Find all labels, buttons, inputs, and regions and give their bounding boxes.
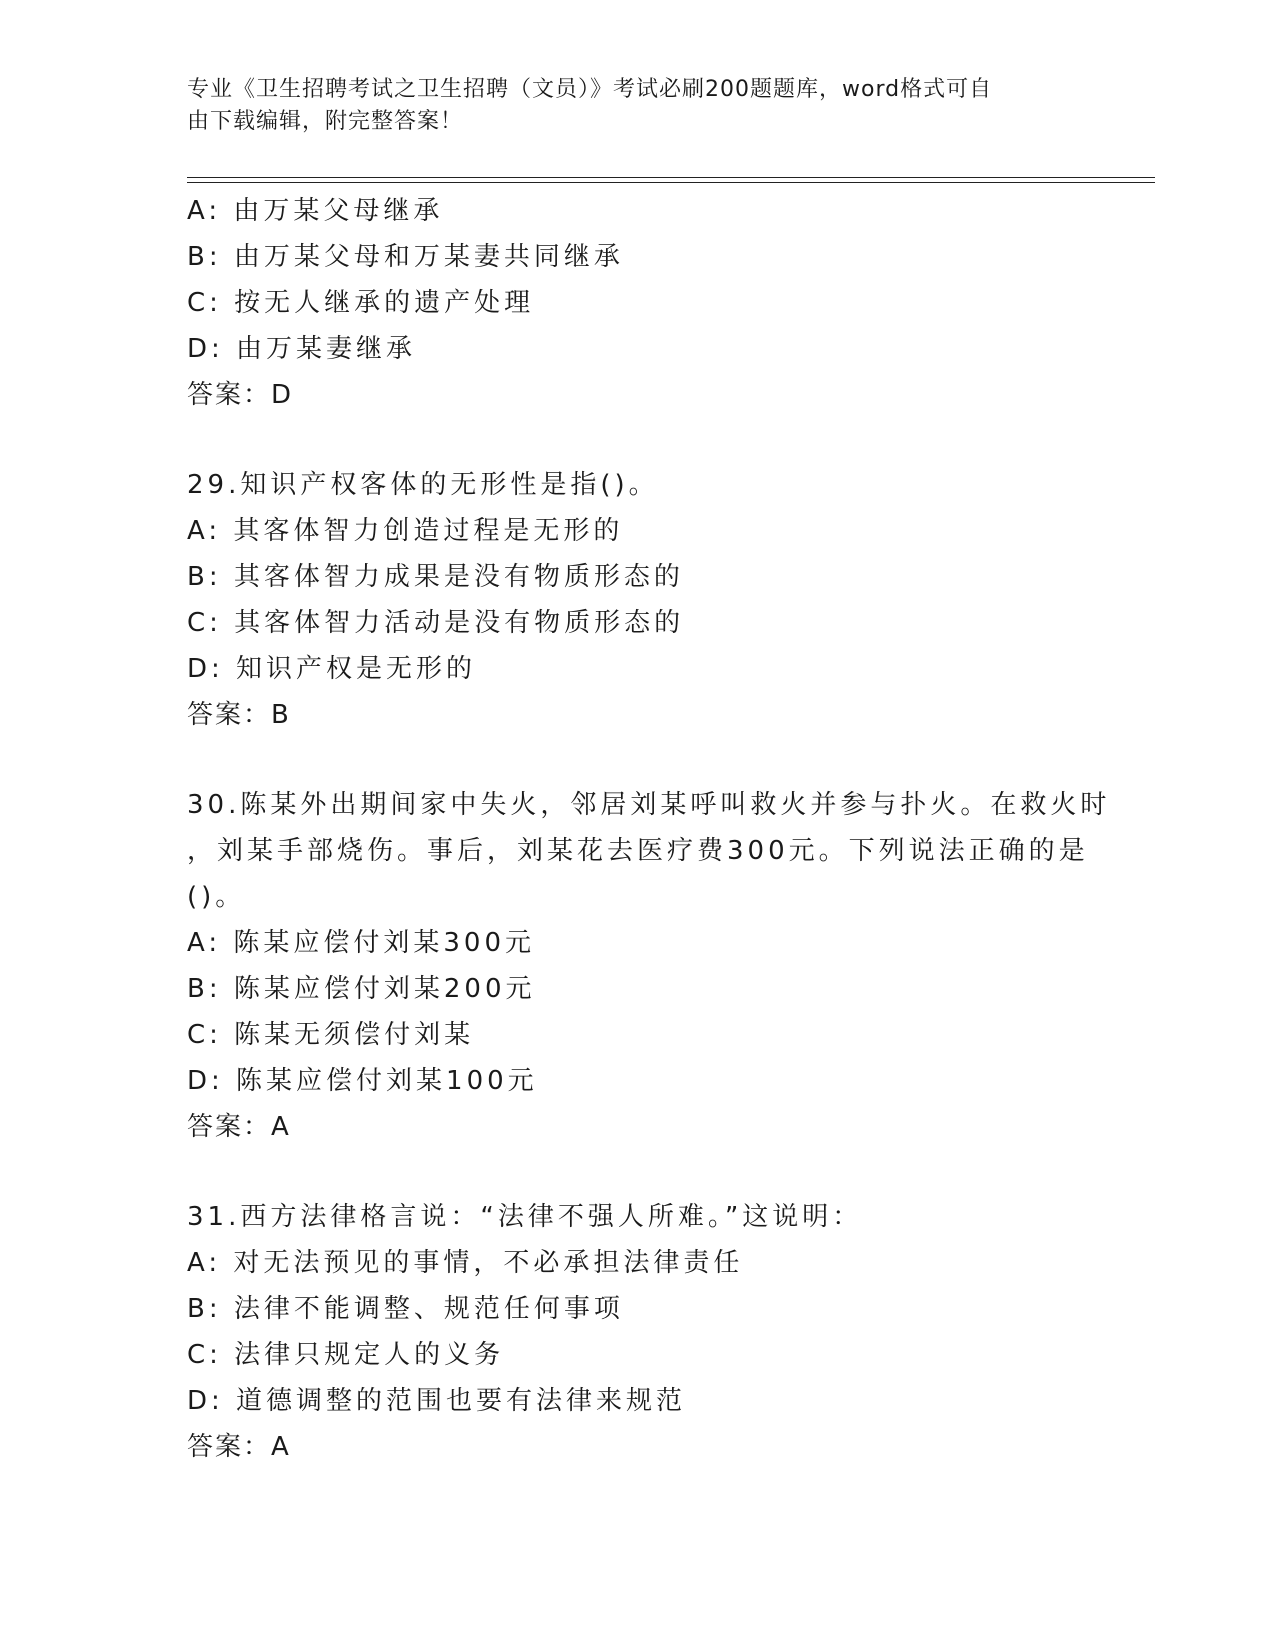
option-c: C: 法律只规定人的义务 [187,1340,505,1370]
option-c: C: 陈某无须偿付刘某 [187,1020,475,1050]
option-d: D: 知识产权是无形的 [187,654,477,684]
option-d: D: 由万某妻继承 [187,334,417,364]
option-a: A: 由万某父母继承 [187,196,444,226]
answer: 答案：D [187,380,294,410]
spacer [187,418,1087,462]
header-line-2: 由下载编辑，附完整答案！ [187,109,464,134]
document-header [187,74,1067,138]
option-d: D: 道德调整的范围也要有法律来规范 [187,1386,687,1416]
question-list [187,188,1111,1470]
spacer [187,738,1087,782]
option-a: A: 陈某应偿付刘某300元 [187,928,535,958]
question-31 [187,1194,1087,1470]
spacer [187,1150,1087,1194]
option-b: B: 法律不能调整、规范任何事项 [187,1294,624,1324]
option-a: A: 其客体智力创造过程是无形的 [187,516,624,546]
question-stem-line-1: 30.陈某外出期间家中失火，邻居刘某呼叫救火并参与扑火。在救火时 [187,790,1111,820]
question-28 [187,188,1087,418]
question-stem-line-2: ，刘某手部烧伤。事后，刘某花去医疗费300元。下列说法正确的是 [187,836,1089,866]
header-line-1: 专业《卫生招聘考试之卫生招聘（文员）》考试必刷200题题库，word格式可自 [187,77,993,102]
answer: 答案：A [187,1432,291,1462]
option-c: C: 按无人继承的遗产处理 [187,288,535,318]
option-c: C: 其客体智力活动是没有物质形态的 [187,608,685,638]
option-b: B: 由万某父母和万某妻共同继承 [187,242,624,272]
question-29 [187,462,1087,738]
question-stem: 31.西方法律格言说：“法律不强人所难。”这说明： [187,1202,863,1232]
option-a: A: 对无法预见的事情，不必承担法律责任 [187,1248,744,1278]
option-d: D: 陈某应偿付刘某100元 [187,1066,538,1096]
question-stem-line-3: ()。 [187,882,246,912]
option-b: B: 陈某应偿付刘某200元 [187,974,536,1004]
answer: 答案：A [187,1112,291,1142]
option-b: B: 其客体智力成果是没有物质形态的 [187,562,684,592]
question-30 [187,782,1111,1150]
answer: 答案：B [187,700,291,730]
header-divider [187,177,1155,183]
question-stem: 29.知识产权客体的无形性是指()。 [187,470,659,500]
